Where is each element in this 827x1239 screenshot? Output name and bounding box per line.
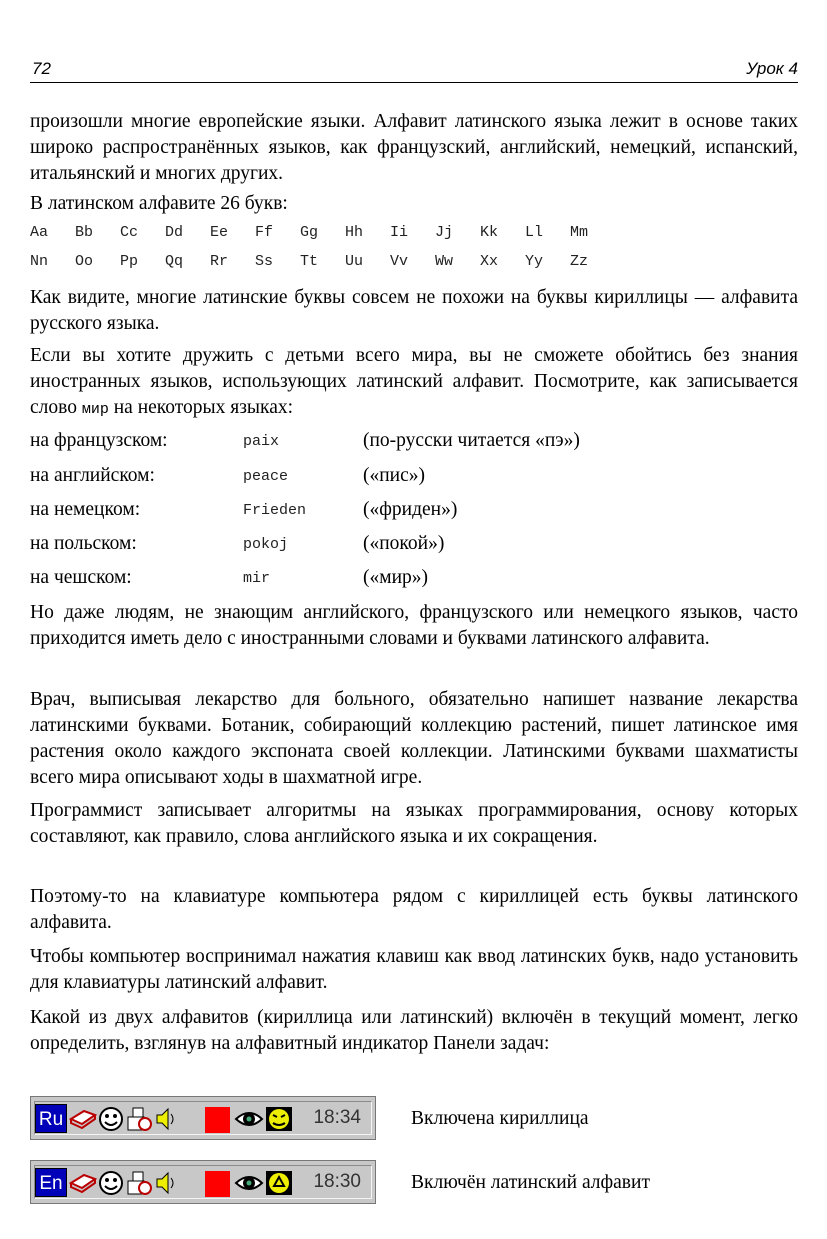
alphabet-letter: Ee [210,224,229,241]
paragraph-5: Но даже людям, не знающим английского, французского или немецкого языков, часто приходится иметь дело с иностранными словами и буквами латинского алфавита. [30,602,798,649]
translation-word: mir [243,570,271,587]
paragraph-1: произошли многие европейские языки. Алфавит латинского языка лежит в основе таких широко распространённых языков, как французский, английский, немецкий, испанский, итальянский и многих других. [30,111,798,184]
alphabet-letter: Ii [390,224,409,241]
lesson-title: Урок 4 [746,59,798,78]
taskbar-tray-latin [30,1160,376,1204]
book-icon[interactable] [69,1105,97,1133]
alphabet-letter: Kk [480,224,499,241]
alphabet-letter: Gg [300,224,319,241]
translation-reading: («фриден») [363,499,458,520]
translation-row [30,567,798,597]
alphabet-row-2 [30,253,650,279]
translation-reading: («мир») [363,567,429,588]
translation-language: на чешском: [30,567,132,588]
scheduler-icon[interactable] [125,1105,153,1133]
translation-language: на немецком: [30,499,141,520]
face-icon[interactable] [264,1105,294,1133]
language-indicator[interactable]: Ru [35,1104,67,1133]
speaker-icon[interactable] [153,1105,181,1133]
red-square-icon[interactable] [205,1107,230,1133]
caption-cyrillic: Включена кириллица [411,1108,589,1129]
paragraph-4 [30,343,798,423]
alphabet-letter: Hh [345,224,364,241]
alphabet-letter: Rr [210,253,229,270]
paragraph-7: Программист записывает алгоритмы на языках программирования, основу которых составляют, как правило, слова английского языка и их сокращения. [30,800,798,847]
paragraph-6: Врач, выписывая лекарство для больного, обязательно напишет название лекарства латинскими буквами. Ботаник, собирающий коллекцию растений, пишет латинское имя растения около каждого экспоната своей коллекции. Латинскими буквами шахматисты всего мира описывают ходы в шахматной игре. [30,689,798,788]
speaker-icon[interactable] [153,1169,181,1197]
red-square-icon[interactable] [205,1171,230,1197]
translation-language: на польском: [30,533,137,554]
tray-clock[interactable]: 18:30 [313,1171,361,1192]
paragraph-4-text-a: Если вы хотите дружить с детьми всего мира, вы не сможете обойтись без знания иностранных языков, использующих латинский алфавит. Посмотрите, как записывается слово [30,345,798,418]
tray-clock[interactable]: 18:34 [313,1107,361,1128]
page-number: 72 [32,59,51,78]
paragraph-8: Поэтому-то на клавиатуре компьютера рядом с кириллицей есть буквы латинского алфавита. [30,886,798,933]
language-indicator[interactable]: En [35,1168,67,1197]
alphabet-letter: Bb [75,224,94,241]
taskbar-tray-cyrillic [30,1096,376,1140]
translation-word: pokoj [243,536,289,553]
translation-word: peace [243,468,289,485]
page-header [30,58,798,83]
paragraph-2: В латинском алфавите 26 букв: [30,193,288,214]
word-mir: мир [81,401,109,418]
translation-word: paix [243,433,280,450]
paragraph-4-text-b: на некоторых языках: [108,397,294,418]
alphabet-letter: Aa [30,224,49,241]
translation-row [30,465,798,495]
paragraph-10: Какой из двух алфавитов (кириллица или латинский) включён в текущий момент, легко определить, взглянув на алфавитный индикатор Панели задач: [30,1007,798,1054]
alphabet-letter: Jj [435,224,454,241]
eye-icon[interactable] [234,1105,264,1133]
alphabet-letter: Ww [435,253,454,270]
translation-language: на французском: [30,430,168,451]
alphabet-letter: Vv [390,253,409,270]
alphabet-letter: Qq [165,253,184,270]
translation-reading: («пис») [363,465,426,486]
alphabet-letter: Ff [255,224,274,241]
alphabet-row-1 [30,224,650,250]
alphabet-letter: Tt [300,253,319,270]
paragraph-9: Чтобы компьютер воспринимал нажатия клавиш как ввод латинских букв, надо установить для клавиатуры латинский алфавит. [30,946,798,993]
alphabet-letter: Pp [120,253,139,270]
alphabet-letter: Dd [165,224,184,241]
translation-row [30,499,798,529]
smiley-clock-icon[interactable] [97,1169,125,1197]
alphabet-letter: Nn [30,253,49,270]
translation-word: Frieden [243,502,307,519]
alphabet-letter: Ss [255,253,274,270]
translation-reading: («покой») [363,533,445,554]
scheduler-icon[interactable] [125,1169,153,1197]
paragraph-3: Как видите, многие латинские буквы совсем не похожи на буквы кириллицы — алфавита русского языка. [30,287,798,334]
translation-row [30,533,798,563]
smiley-clock-icon[interactable] [97,1105,125,1133]
alphabet-letter: Xx [480,253,499,270]
eye-icon[interactable] [234,1169,264,1197]
alphabet-letter: Ll [525,224,544,241]
face-icon[interactable] [264,1169,294,1197]
translation-language: на английском: [30,465,155,486]
caption-latin: Включён латинский алфавит [411,1172,650,1193]
alphabet-letter: Mm [570,224,589,241]
alphabet-letter: Yy [525,253,544,270]
alphabet-letter: Oo [75,253,94,270]
translation-row [30,430,798,460]
alphabet-letter: Zz [570,253,589,270]
alphabet-letter: Uu [345,253,364,270]
book-icon[interactable] [69,1169,97,1197]
translation-reading: (по-русски читается «пэ») [363,430,580,451]
alphabet-letter: Cc [120,224,139,241]
